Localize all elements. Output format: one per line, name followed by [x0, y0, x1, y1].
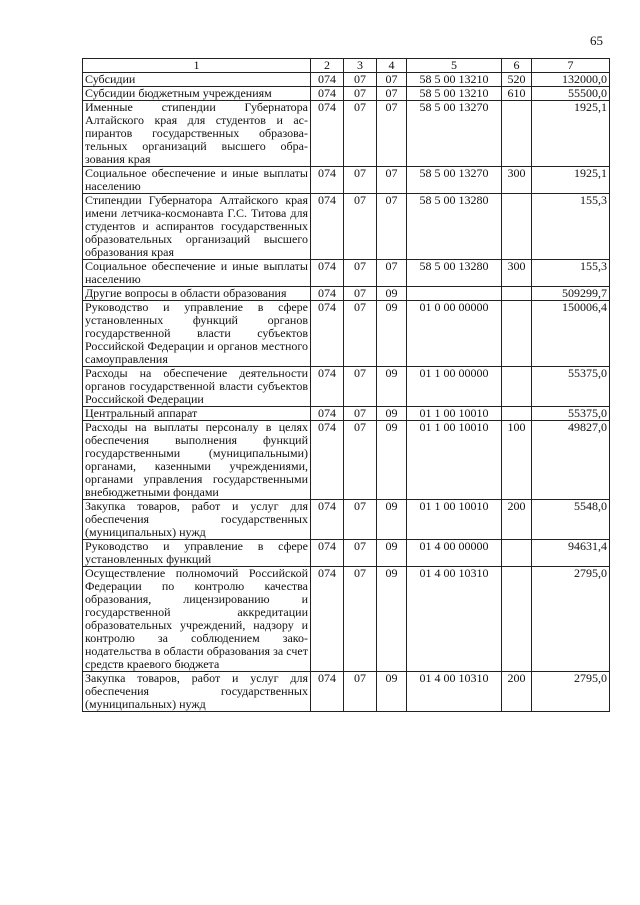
cell-section: 07 [344, 194, 377, 260]
header-row [83, 59, 610, 73]
cell-admin-code: 074 [311, 421, 344, 500]
table-row [83, 500, 610, 540]
table-row [83, 260, 610, 287]
table-row [83, 87, 610, 101]
col-header-1: 1 [83, 59, 311, 73]
cell-expense-type: 100 [502, 421, 532, 500]
table-row [83, 672, 610, 712]
cell-section: 07 [344, 101, 377, 167]
table-row [83, 287, 610, 301]
cell-amount: 5548,0 [532, 500, 610, 540]
cell-admin-code: 074 [311, 540, 344, 567]
page-number: 65 [590, 33, 603, 48]
cell-subsection: 09 [377, 672, 407, 712]
col-header-5: 5 [407, 59, 502, 73]
cell-section: 07 [344, 260, 377, 287]
table-row [83, 367, 610, 407]
table-row [83, 101, 610, 167]
cell-expense-type: 200 [502, 672, 532, 712]
cell-section: 07 [344, 672, 377, 712]
cell-target-article: 01 0 00 00000 [407, 301, 502, 367]
cell-expense-type [502, 101, 532, 167]
cell-target-article: 58 5 00 13270 [407, 101, 502, 167]
cell-expense-type [502, 287, 532, 301]
col-header-2: 2 [311, 59, 344, 73]
cell-name: Другие вопросы в области образования [83, 287, 311, 301]
cell-expense-type: 300 [502, 167, 532, 194]
table-row [83, 167, 610, 194]
cell-subsection: 09 [377, 567, 407, 672]
cell-amount: 55500,0 [532, 87, 610, 101]
cell-section: 07 [344, 421, 377, 500]
cell-amount: 2795,0 [532, 567, 610, 672]
cell-target-article: 58 5 00 13280 [407, 194, 502, 260]
cell-admin-code: 074 [311, 301, 344, 367]
cell-expense-type [502, 407, 532, 421]
table-row [83, 73, 610, 87]
cell-admin-code: 074 [311, 567, 344, 672]
cell-amount: 1925,1 [532, 167, 610, 194]
cell-amount: 155,3 [532, 260, 610, 287]
cell-subsection: 09 [377, 500, 407, 540]
cell-name: Центральный аппарат [83, 407, 311, 421]
cell-subsection: 09 [377, 540, 407, 567]
cell-expense-type [502, 540, 532, 567]
cell-admin-code: 074 [311, 194, 344, 260]
cell-subsection: 09 [377, 421, 407, 500]
cell-target-article: 58 5 00 13280 [407, 260, 502, 287]
table-row [83, 421, 610, 500]
cell-subsection: 07 [377, 194, 407, 260]
cell-target-article: 01 1 00 00000 [407, 367, 502, 407]
cell-amount: 2795,0 [532, 672, 610, 712]
table-row [83, 540, 610, 567]
cell-admin-code: 074 [311, 101, 344, 167]
cell-section: 07 [344, 367, 377, 407]
cell-target-article: 58 5 00 13210 [407, 73, 502, 87]
cell-subsection: 07 [377, 87, 407, 101]
cell-name: Расходы на обеспечение деятельности органов государственной власти субъектов Российской Федерации [83, 367, 311, 407]
cell-amount: 55375,0 [532, 407, 610, 421]
cell-section: 07 [344, 167, 377, 194]
cell-target-article: 01 4 00 10310 [407, 672, 502, 712]
cell-section: 07 [344, 87, 377, 101]
cell-expense-type [502, 567, 532, 672]
cell-admin-code: 074 [311, 500, 344, 540]
cell-subsection: 07 [377, 73, 407, 87]
col-header-4: 4 [377, 59, 407, 73]
budget-table [82, 58, 610, 712]
cell-section: 07 [344, 287, 377, 301]
cell-admin-code: 074 [311, 367, 344, 407]
cell-admin-code: 074 [311, 260, 344, 287]
cell-name: Субсидии бюджетным учреждениям [83, 87, 311, 101]
cell-amount: 155,3 [532, 194, 610, 260]
cell-section: 07 [344, 301, 377, 367]
cell-name: Расходы на выплаты персоналу в целях обеспечения выполнения функций государственными (муниципальными) органами, казенными учреждениями, органами управления государственными внебюджетными фондами [83, 421, 311, 500]
cell-expense-type [502, 194, 532, 260]
cell-name: Осуществление полномочий Российской Федерации по контролю качества образования, лицензированию и государственной аккредитации образовательных учреждений, надзору и контролю за соблюдением законодательства в области образования за счет средств краевого бюджета [83, 567, 311, 672]
cell-subsection: 07 [377, 167, 407, 194]
cell-expense-type [502, 367, 532, 407]
cell-name: Руководство и управление в сфере установленных функций органов государственной власти субъектов Российской Федерации и органов местного самоуправления [83, 301, 311, 367]
cell-subsection: 07 [377, 260, 407, 287]
cell-expense-type: 610 [502, 87, 532, 101]
cell-section: 07 [344, 540, 377, 567]
cell-admin-code: 074 [311, 73, 344, 87]
cell-target-article: 01 1 00 10010 [407, 421, 502, 500]
cell-amount: 132000,0 [532, 73, 610, 87]
cell-admin-code: 074 [311, 407, 344, 421]
cell-target-article: 01 1 00 10010 [407, 407, 502, 421]
cell-amount: 509299,7 [532, 287, 610, 301]
cell-admin-code: 074 [311, 287, 344, 301]
cell-admin-code: 074 [311, 87, 344, 101]
cell-expense-type: 520 [502, 73, 532, 87]
cell-expense-type: 300 [502, 260, 532, 287]
cell-expense-type: 200 [502, 500, 532, 540]
cell-admin-code: 074 [311, 672, 344, 712]
cell-target-article: 01 1 00 10010 [407, 500, 502, 540]
cell-amount: 55375,0 [532, 367, 610, 407]
cell-name: Закупка товаров, работ и услуг для обеспечения государственных (муниципальных) нужд [83, 672, 311, 712]
cell-name: Социальное обеспечение и иные выплаты населению [83, 260, 311, 287]
cell-name: Субсидии [83, 73, 311, 87]
cell-subsection: 09 [377, 287, 407, 301]
cell-admin-code: 074 [311, 167, 344, 194]
cell-target-article: 01 4 00 10310 [407, 567, 502, 672]
cell-subsection: 09 [377, 407, 407, 421]
cell-name: Закупка товаров, работ и услуг для обеспечения государственных (муниципальных) нужд [83, 500, 311, 540]
cell-section: 07 [344, 500, 377, 540]
cell-subsection: 09 [377, 367, 407, 407]
cell-name: Именные стипендии Губернатора Алтайского края для студентов и аспирантов государственных образовательных организаций высшего образования края [83, 101, 311, 167]
table-row [83, 567, 610, 672]
table-row [83, 407, 610, 421]
cell-subsection: 07 [377, 101, 407, 167]
cell-amount: 1925,1 [532, 101, 610, 167]
cell-subsection: 09 [377, 301, 407, 367]
cell-amount: 150006,4 [532, 301, 610, 367]
cell-target-article [407, 287, 502, 301]
cell-section: 07 [344, 407, 377, 421]
cell-section: 07 [344, 73, 377, 87]
cell-name: Стипендии Губернатора Алтайского края имени летчика-космонавта Г.С. Титова для студентов и аспирантов государственных образовательных организаций высшего образования края [83, 194, 311, 260]
cell-name: Социальное обеспечение и иные выплаты населению [83, 167, 311, 194]
table-row [83, 301, 610, 367]
cell-expense-type [502, 301, 532, 367]
cell-amount: 94631,4 [532, 540, 610, 567]
cell-target-article: 01 4 00 00000 [407, 540, 502, 567]
cell-target-article: 58 5 00 13210 [407, 87, 502, 101]
cell-name: Руководство и управление в сфере установленных функций [83, 540, 311, 567]
col-header-7: 7 [532, 59, 610, 73]
cell-target-article: 58 5 00 13270 [407, 167, 502, 194]
table-row [83, 194, 610, 260]
col-header-6: 6 [502, 59, 532, 73]
col-header-3: 3 [344, 59, 377, 73]
cell-section: 07 [344, 567, 377, 672]
cell-amount: 49827,0 [532, 421, 610, 500]
